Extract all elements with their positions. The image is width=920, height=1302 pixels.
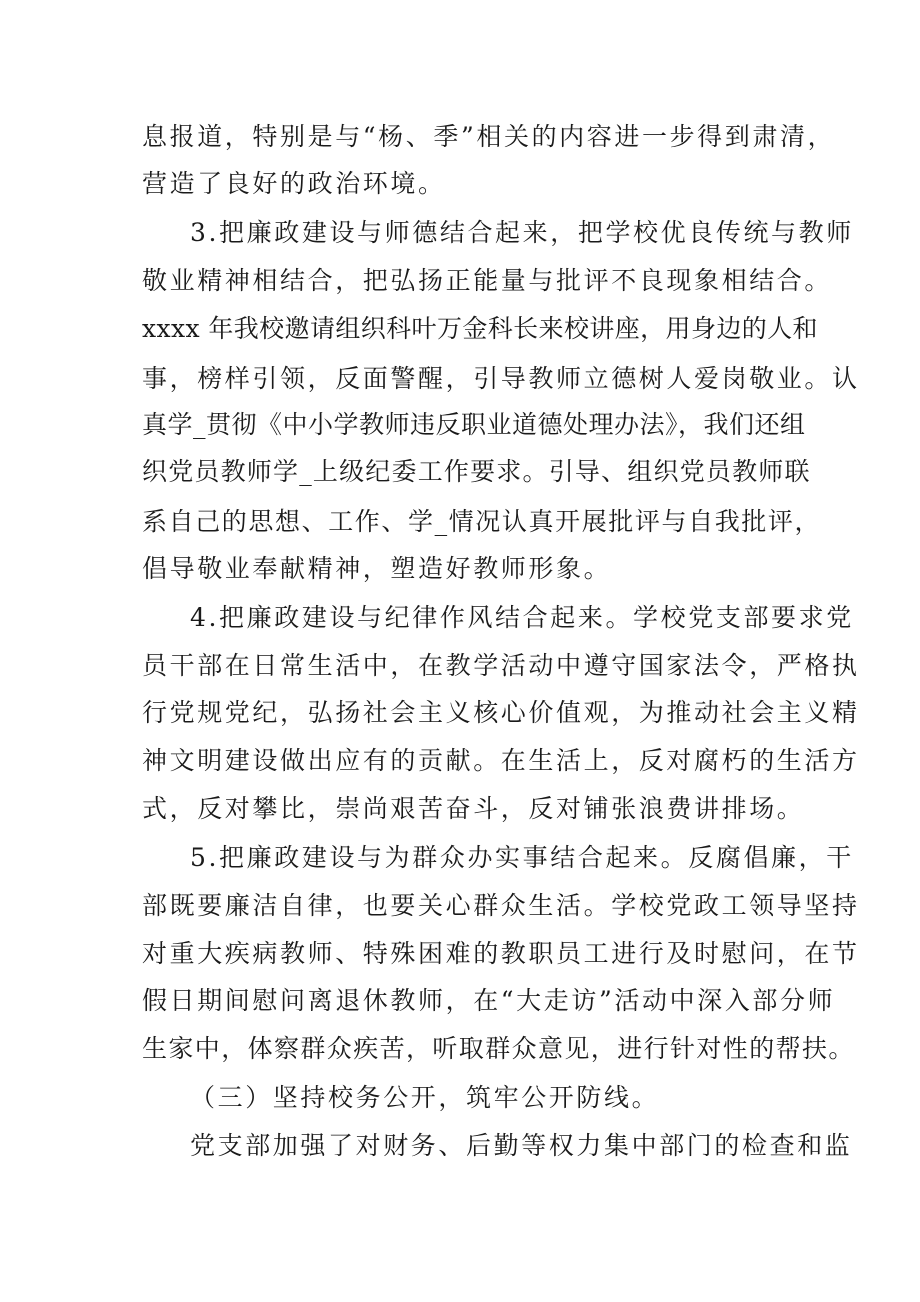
text-line: 真学_贯彻《中小学教师违反职业道德处理办法》，我们还组 (142, 410, 806, 439)
text-line: 息报道，特别是与“杨、季”相关的内容进一步得到肃清， (142, 122, 836, 151)
text-line: 敬业精神相结合，把弘扬正能量与批评不良现象相结合。 (142, 266, 833, 295)
paragraph-5-start: 5.把廉政建设与为群众办实事结合起来。反腐倡廉，干 (190, 843, 854, 872)
paragraph-start: 党支部加强了对财务、后勤等权力集中部门的检查和监 (190, 1131, 853, 1160)
text-line: 式，反对攀比，崇尚艰苦奋斗，反对铺张浪费讲排场。 (142, 794, 805, 823)
text-line: 对重大疾病教师、特殊困难的教职员工进行及时慰问，在节 (142, 939, 860, 968)
paragraph-4-start: 4.把廉政建设与纪律作风结合起来。学校党支部要求党 (190, 603, 854, 632)
text-line: 部既要廉洁自律，也要关心群众生活。学校党政工领导坚持 (142, 891, 860, 920)
text-line: 员干部在日常生活中，在教学活动中遵守国家法令，严格执 (142, 651, 860, 680)
paragraph-3-start: 3.把廉政建设与师德结合起来，把学校优良传统与教师 (190, 218, 854, 247)
text-line: xxxx 年我校邀请组织科叶万金科长来校讲座，用身边的人和 (142, 314, 818, 343)
text-line: 生家中，体察群众疾苦，听取群众意见，进行针对性的帮扶。 (142, 1034, 855, 1063)
text-line: 假日期间慰问离退休教师，在“大走访”活动中深入部分师 (142, 986, 836, 1015)
text-line: 倡导敬业奉献精神，塑造好教师形象。 (142, 554, 612, 583)
text-line: 营造了良好的政治环境。 (142, 169, 446, 198)
text-line: 织党员教师学_上级纪委工作要求。引导、组织党员教师联 (142, 457, 811, 486)
text-line: 行党规党纪，弘扬社会主义核心价值观，为推动社会主义精 (142, 698, 860, 727)
text-line: 事，榜样引领，反面警醒，引导教师立德树人爱岗敬业。认 (142, 364, 860, 393)
text-line: 神文明建设做出应有的贡献。在生活上，反对腐朽的生活方 (142, 746, 860, 775)
text-line: 系自己的思想、工作、学_情况认真开展批评与自我批评， (142, 507, 822, 536)
section-heading-3: （三）坚持校务公开，筑牢公开防线。 (190, 1083, 660, 1112)
